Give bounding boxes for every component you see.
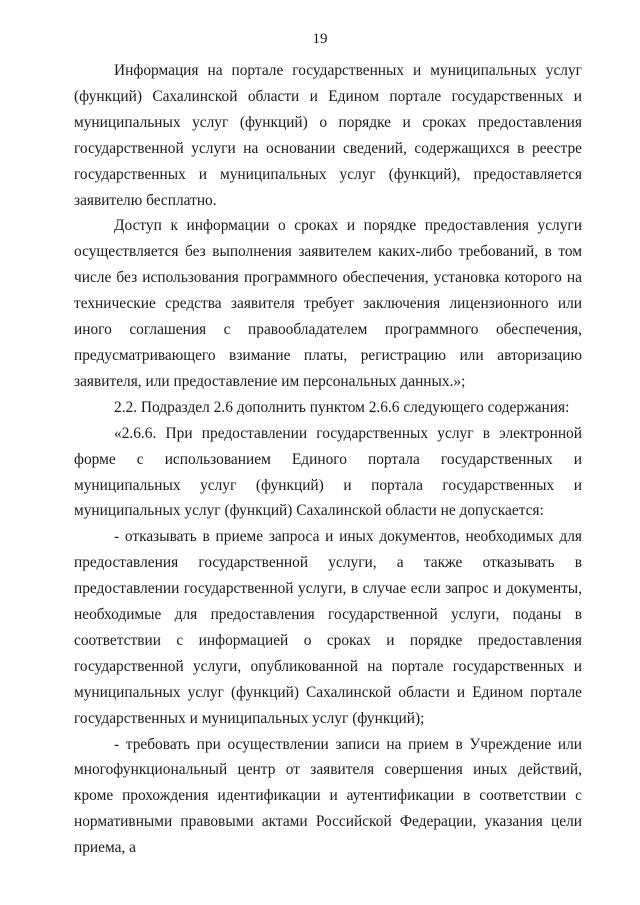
paragraph-portal-info: Информация на портале государственных и муниципальных услуг (функций) Сахалинской области и Едином портале государственных и муниципальных услуг (функций) о порядке и сроках предоставления государственной услуги на основании сведений, содержащихся в реестре государственных и муниципальных услуг (функций), предоставляется заявителю бесплатно. (74, 62, 582, 209)
paragraph-clause-2-6-6: «2.6.6. При предоставлении государственных услуг в электронной форме с использованием Единого портала государственных и муниципальных услуг (функций) и портала государственных и муниципальных услуг (функций) Сахалинской области не допускается: (74, 424, 582, 520)
paragraph-amendment-2-2: 2.2. Подраздел 2.6 дополнить пунктом 2.6.6 следующего содержания: (114, 398, 570, 416)
document-body (74, 58, 582, 861)
paragraph-access-info: Доступ к информации о сроках и порядке предоставления услуги осуществляется без выполнения заявителем каких-либо требований, в том числе без использования программного обеспечения, установка которого на технические средства заявителя требует заключения лицензионного или иного соглашения с правообладателем программного обеспечения, предусматривающего взимание платы, регистрацию или авторизацию заявителя, или предоставление им персональных данных.»; (74, 217, 582, 390)
paragraph-prohibition-requirements: - требовать при осуществлении записи на прием в Учреждение или многофункциональный центр от заявителя совершения иных действий, кроме прохождения идентификации и аутентификации в соответствии с нормативными правовыми актами Российской Федерации, указания цели приема, а (74, 735, 582, 857)
paragraph-prohibition-refusal: - отказывать в приеме запроса и иных документов, необходимых для предоставления государственной услуги, а также отказывать в предоставлении государственной услуги, в случае если запрос и документы, необходимые для предоставления государственной услуги, поданы в соответствии с информацией о сроках и порядке предоставления государственной услуги, опубликованной на портале государственных и муниципальных услуг (функций) Сахалинской области и Едином портале государственных и муниципальных услуг (функций); (74, 528, 582, 727)
page-number: 19 (312, 31, 328, 47)
